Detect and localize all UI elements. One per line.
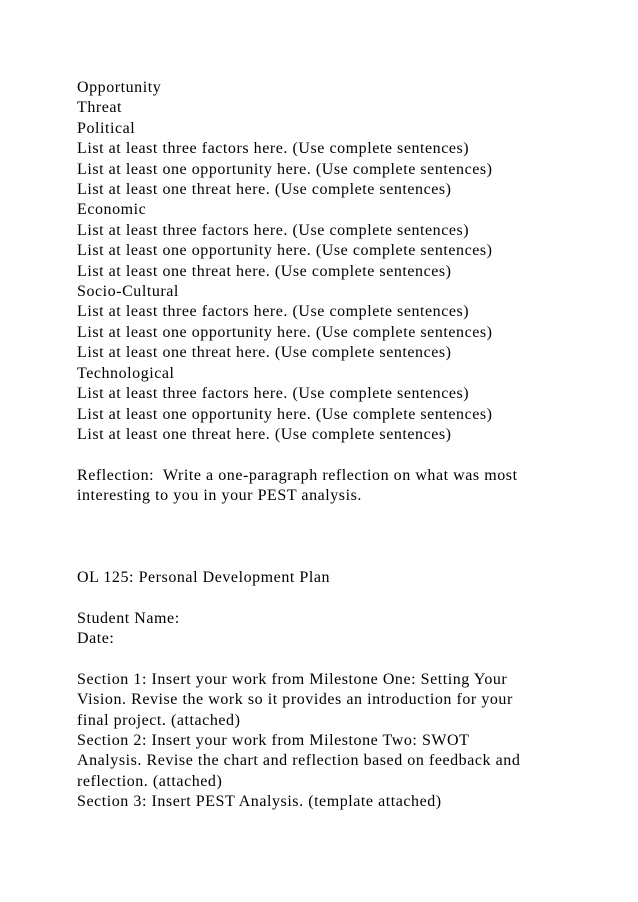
spacer [77,649,617,669]
date-field: Date: [77,629,115,647]
plan-title: OL 125: Personal Development Plan [77,568,331,586]
technological-opportunity-line: List at least one opportunity here. (Use complete sentences) [77,405,493,423]
economic-threat-line: List at least one threat here. (Use complete sentences) [77,262,452,280]
section-1-line-3: final project. (attached) [77,711,241,729]
section-2-line-2: Analysis. Revise the chart and reflection based on feedback and [77,752,521,770]
socio-cultural-opportunity-line: List at least one opportunity here. (Use complete sentences) [77,323,493,341]
political-factors-line: List at least three factors here. (Use complete sentences) [77,140,470,158]
section-1-line-1: Section 1: Insert your work from Milestone One: Setting Your [77,670,508,688]
economic-factors-line: List at least three factors here. (Use complete sentences) [77,221,470,239]
document-text [77,78,617,813]
reflection-line-2: interesting to you in your PEST analysis. [77,487,362,505]
political-opportunity-line: List at least one opportunity here. (Use complete sentences) [77,160,493,178]
spacer [77,507,617,568]
spacer [77,445,617,465]
socio-cultural-factors-line: List at least three factors here. (Use complete sentences) [77,303,470,321]
technological-threat-line: List at least one threat here. (Use complete sentences) [77,425,452,443]
heading-socio-cultural: Socio-Cultural [77,283,179,301]
spacer [77,588,617,608]
heading-political: Political [77,119,136,137]
heading-economic: Economic [77,201,147,219]
heading-technological: Technological [77,364,175,382]
political-threat-line: List at least one threat here. (Use complete sentences) [77,181,452,199]
student-name-field: Student Name: [77,609,180,627]
socio-cultural-threat-line: List at least one threat here. (Use complete sentences) [77,344,452,362]
section-2-line-1: Section 2: Insert your work from Milestone Two: SWOT [77,731,470,749]
reflection-line-1: Reflection: Write a one-paragraph reflection on what was most [77,466,518,484]
heading-opportunity: Opportunity [77,79,162,96]
section-2-line-3: reflection. (attached) [77,772,223,790]
economic-opportunity-line: List at least one opportunity here. (Use complete sentences) [77,242,493,260]
technological-factors-line: List at least three factors here. (Use complete sentences) [77,385,470,403]
section-3-line-1: Section 3: Insert PEST Analysis. (template attached) [77,793,442,811]
section-1-line-2: Vision. Revise the work so it provides an introduction for your [77,691,513,709]
heading-threat: Threat [77,99,123,117]
